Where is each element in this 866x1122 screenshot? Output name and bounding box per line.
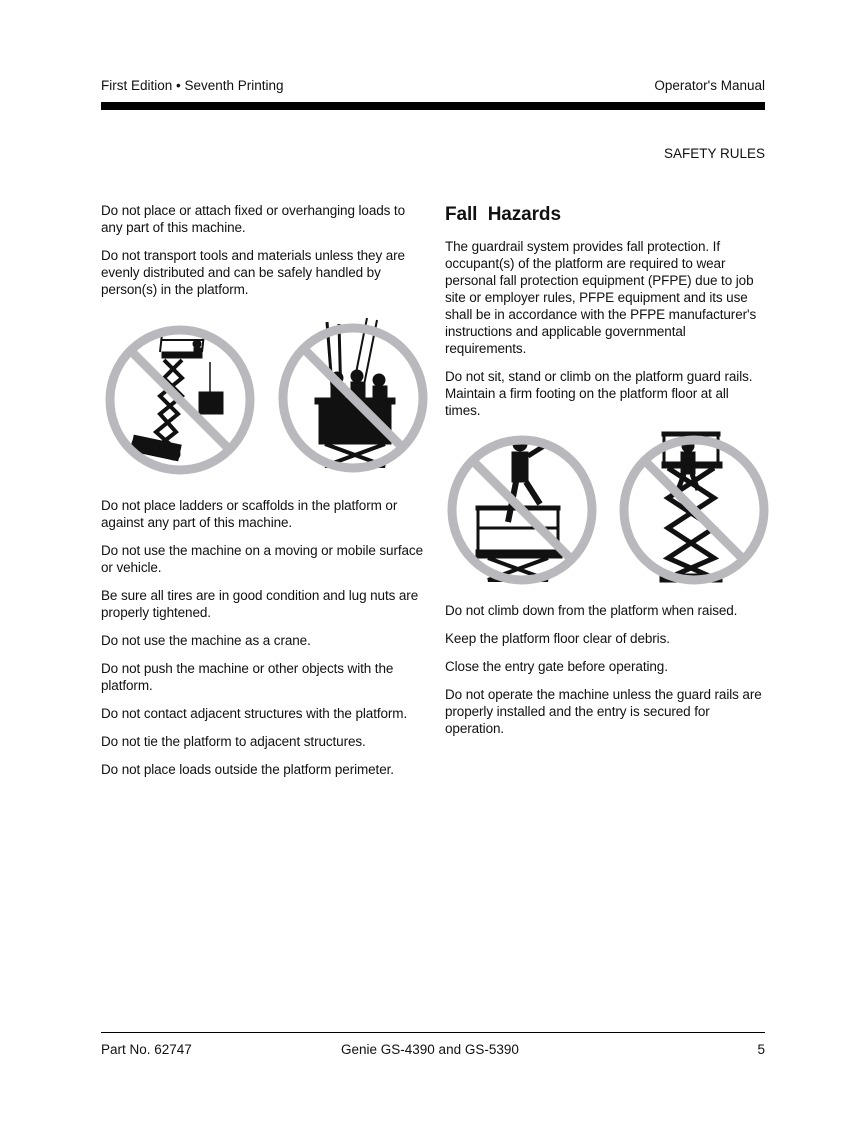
section-title: SAFETY RULES [663, 146, 765, 161]
no-overhanging-loads-illustration [102, 322, 258, 478]
rule-text: Be sure all tires are in good condition and lug nuts are properly tightened. [101, 588, 419, 620]
rule-text: Do not place ladders or scaffolds in the platform or against any part of this machine. [101, 498, 398, 530]
platform-with-ladder-and-workers [315, 318, 395, 466]
rule-text: Do not operate the machine unless the guard rails are properly installed and the entry is secured for operation. [445, 687, 762, 736]
footer-part-number: Part No. 62747 [101, 1042, 192, 1057]
header-edition: First Edition • Seventh Printing [101, 78, 284, 93]
no-standing-on-guardrails-illustration [444, 432, 600, 588]
rule-text: Do not push the machine or other objects with the platform. [101, 661, 394, 693]
no-climbing-down-illustration [616, 428, 772, 588]
header-manual-title: Operator's Manual [654, 78, 765, 93]
right-column-top [445, 204, 767, 430]
rule-text: Do not contact adjacent structures with the platform. [101, 706, 408, 721]
header-rule [101, 102, 765, 110]
rule-text: Close the entry gate before operating. [445, 659, 668, 674]
rule-text: Do not use the machine as a crane. [101, 633, 311, 648]
page-number: 5 [757, 1042, 765, 1057]
fall-hazards-heading: Fall Hazards [445, 204, 561, 225]
rule-text: Keep the platform floor clear of debris. [445, 631, 670, 646]
right-column-bottom [445, 602, 767, 748]
rule-text: Do not sit, stand or climb on the platform guard rails. Maintain a firm footing on the platform floor at all times. [445, 369, 753, 418]
no-ladders-in-platform-illustration [275, 318, 431, 478]
footer-rule [101, 1032, 765, 1033]
rule-text: The guardrail system provides fall protection. If occupant(s) of the platform are required to wear personal fall protection equipment (PFPE) due to job site or employer rules, PFPE equipment and its use shall be in accordance with the PFPE manufacturer's instructions and applicable governmental requirements. [445, 239, 757, 356]
rule-text: Do not climb down from the platform when raised. [445, 603, 738, 618]
rule-text: Do not transport tools and materials unless they are evenly distributed and can be safely handled by person(s) in the platform. [101, 248, 405, 297]
left-column-top [101, 202, 423, 309]
rule-text: Do not use the machine on a moving or mobile surface or vehicle. [101, 543, 423, 575]
rule-text: Do not place loads outside the platform perimeter. [101, 762, 394, 777]
left-column-bottom [101, 497, 423, 789]
footer-model: Genie GS-4390 and GS-5390 [341, 1042, 519, 1057]
rule-text: Do not place or attach fixed or overhanging loads to any part of this machine. [101, 203, 405, 235]
rule-text: Do not tie the platform to adjacent structures. [101, 734, 366, 749]
